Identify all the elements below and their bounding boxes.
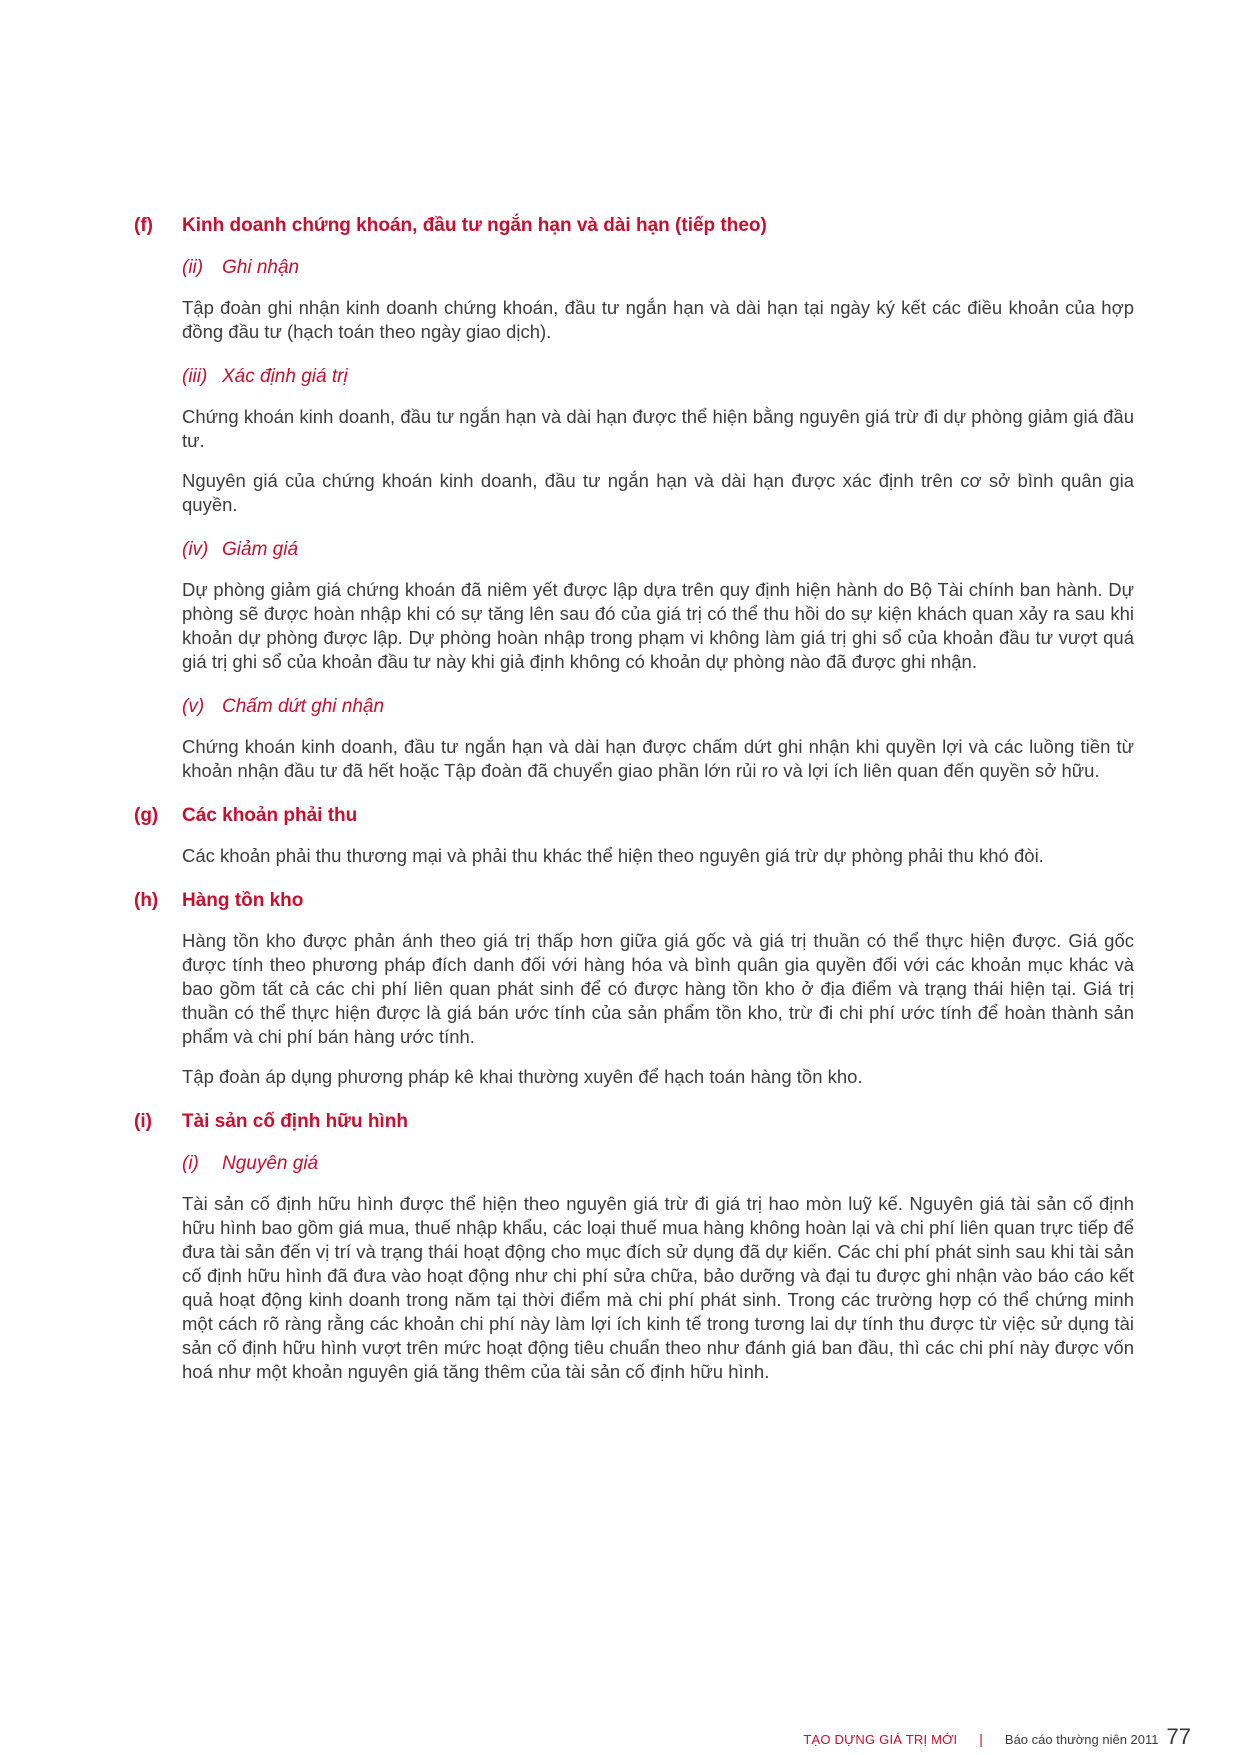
section-title: Tài sản cố định hữu hình <box>182 1111 408 1132</box>
subheading-number: (i) <box>182 1153 199 1174</box>
subheading-title: Nguyên giá <box>222 1153 319 1174</box>
subheading-f-ii <box>182 256 1134 280</box>
subheading-number: (v) <box>182 696 205 717</box>
section-heading-h <box>134 889 1134 913</box>
section-letter: (i) <box>134 1111 152 1132</box>
section-title: Kinh doanh chứng khoán, đầu tư ngắn hạn và dài hạn (tiếp theo) <box>182 215 767 236</box>
paragraph: Dự phòng giảm giá chứng khoán đã niêm yết được lập dựa trên quy định hiện hành do Bộ Tài chính ban hành. Dự phòng sẽ được hoàn nhập khi có sự tăng lên sau đó của giá trị có thể thu hồi do sự kiện khách quan xảy ra sau khi khoản dự phòng được lập. Dự phòng hoàn nhập trong phạm vi không làm giá trị ghi sổ của khoản đầu tư vượt quá giá trị ghi sổ của khoản đầu tư này khi giả định không có khoản dự phòng nào đã được ghi nhận. <box>182 579 1134 672</box>
subheading-f-v <box>182 695 1134 719</box>
subheading-number: (ii) <box>182 257 204 278</box>
section-letter: (g) <box>134 805 159 826</box>
subheading-title: Xác định giá trị <box>222 366 348 387</box>
section-heading-f <box>134 214 1134 238</box>
section-title: Các khoản phải thu <box>182 805 358 826</box>
footer-brand: TẠO DỰNG GIÁ TRỊ MỚI <box>803 1732 958 1747</box>
subheading-title: Giảm giá <box>222 539 299 560</box>
paragraph: Tài sản cố định hữu hình được thể hiện theo nguyên giá trừ đi giá trị hao mòn luỹ kế. Nguyên giá tài sản cố định hữu hình bao gồm giá mua, thuế nhập khẩu, các loại thuế mua hàng không hoàn lại và chi phí liên quan trực tiếp để đưa tài sản đến vị trí và trạng thái hoạt động cho mục đích sử dụng đã dự kiến. Các chi phí phát sinh sau khi tài sản cố định hữu hình đã đưa vào hoạt động như chi phí sửa chữa, bảo dưỡng và đại tu được ghi nhận vào báo cáo kết quả hoạt động kinh doanh trong năm tại thời điểm mà chi phí phát sinh. Trong các trường hợp có thể chứng minh một cách rõ ràng rằng các khoản chi phí này làm lợi ích kinh tế trong tương lai dự tính thu được từ việc sử dụng tài sản cố định hữu hình vượt trên mức hoạt động tiêu chuẩn theo như đánh giá ban đầu, thì các chi phí này được vốn hoá như một khoản nguyên giá tăng thêm của tài sản cố định hữu hình. <box>182 1193 1134 1382</box>
subheading-number: (iii) <box>182 366 208 387</box>
section-letter: (h) <box>134 890 159 911</box>
document-body <box>134 214 1134 1384</box>
paragraph: Chứng khoán kinh doanh, đầu tư ngắn hạn và dài hạn được thể hiện bằng nguyên giá trừ đi dự phòng giảm giá đầu tư. <box>182 406 1134 451</box>
section-title: Hàng tồn kho <box>182 890 304 911</box>
paragraph: Chứng khoán kinh doanh, đầu tư ngắn hạn và dài hạn được chấm dứt ghi nhận khi quyền lợi và các luồng tiền từ khoản nhận đầu tư đã hết hoặc Tập đoàn đã chuyển giao phần lớn rủi ro và lợi ích liên quan đến quyền sở hữu. <box>182 736 1134 781</box>
paragraph: Các khoản phải thu thương mại và phải thu khác thể hiện theo nguyên giá trừ dự phòng phải thu khó đòi. <box>182 845 1044 866</box>
subheading-number: (iv) <box>182 539 209 560</box>
subheading-title: Ghi nhận <box>222 257 300 278</box>
paragraph: Tập đoàn ghi nhận kinh doanh chứng khoán, đầu tư ngắn hạn và dài hạn tại ngày ký kết các điều khoản của hợp đồng đầu tư (hạch toán theo ngày giao dịch). <box>182 297 1134 342</box>
subheading-i-i <box>182 1152 1134 1176</box>
footer-separator: | <box>979 1731 983 1747</box>
section-heading-i <box>134 1110 1134 1134</box>
paragraph: Tập đoàn áp dụng phương pháp kê khai thường xuyên để hạch toán hàng tồn kho. <box>182 1066 863 1087</box>
footer-report-title: Báo cáo thường niên 2011 <box>1004 1732 1159 1747</box>
paragraph: Hàng tồn kho được phản ánh theo giá trị thấp hơn giữa giá gốc và giá trị thuần có thể thực hiện được. Giá gốc được tính theo phương pháp đích danh đối với hàng hóa và bình quân gia quyền đối với các khoản mục khác và bao gồm tất cả các chi phí liên quan phát sinh để có được hàng tồn kho ở địa điểm và trạng thái hiện tại. Giá trị thuần có thể thực hiện được là giá bán ước tính của sản phẩm tồn kho, trừ đi chi phí ước tính để hoàn thành sản phẩm và chi phí bán hàng ước tính. <box>182 930 1134 1047</box>
subheading-f-iv <box>182 538 1134 562</box>
subheading-title: Chấm dứt ghi nhận <box>222 696 385 717</box>
section-heading-g <box>134 804 1134 828</box>
page-number: 77 <box>1166 1724 1191 1749</box>
section-letter: (f) <box>134 215 153 236</box>
subheading-f-iii <box>182 365 1134 389</box>
page-footer <box>803 1724 1191 1750</box>
paragraph: Nguyên giá của chứng khoán kinh doanh, đầu tư ngắn hạn và dài hạn được xác định trên cơ sở bình quân gia quyền. <box>182 470 1134 515</box>
